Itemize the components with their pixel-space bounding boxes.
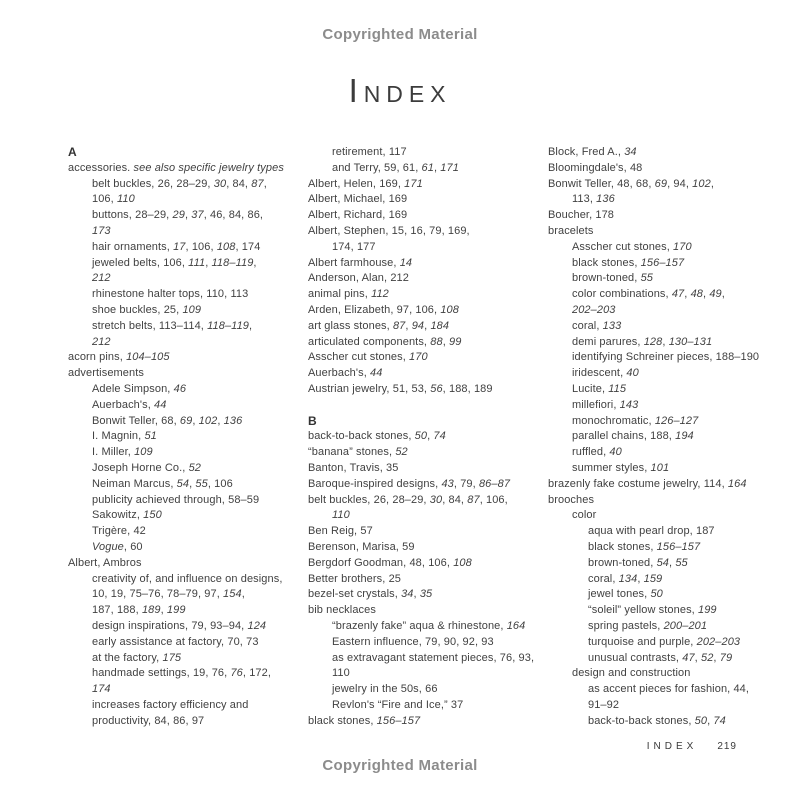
- index-line: brazenly fake costume jewelry, 114, 164: [548, 477, 747, 490]
- index-line: design inspirations, 79, 93–94, 124: [92, 619, 267, 632]
- index-line: and Terry, 59, 61, 61, 171: [332, 161, 459, 174]
- index-line: Better brothers, 25: [308, 572, 402, 585]
- index-line: acorn pins, 104–105: [68, 351, 170, 364]
- index-column-3: [548, 145, 788, 729]
- index-line: 174, 177: [332, 240, 376, 253]
- index-line: 202–203: [572, 303, 616, 316]
- index-line: millefiori, 143: [572, 398, 639, 411]
- index-column-2: [308, 145, 540, 729]
- index-line: belt buckles, 26, 28–29, 30, 84, 87, 106,: [308, 493, 508, 506]
- index-line: art glass stones, 87, 94, 184: [308, 319, 450, 332]
- index-line: “banana” stones, 52: [308, 446, 408, 459]
- index-section-header: B: [308, 413, 317, 428]
- index-line: I. Miller, 109: [92, 446, 153, 459]
- index-line: parallel chains, 188, 194: [572, 430, 694, 443]
- index-line: buttons, 28–29, 29, 37, 46, 84, 86,: [92, 209, 264, 222]
- index-line: Boucher, 178: [548, 209, 615, 222]
- index-line: monochromatic, 126–127: [572, 414, 699, 427]
- index-line: unusual contrasts, 47, 52, 79: [588, 651, 733, 664]
- index-line: creativity of, and influence on designs,: [92, 572, 283, 585]
- footer-section-label: INDEX: [646, 741, 698, 752]
- index-line: stretch belts, 113–114, 118–119,: [92, 319, 253, 332]
- index-line: back-to-back stones, 50, 74: [308, 430, 446, 443]
- index-line: Ben Reig, 57: [308, 525, 373, 538]
- copyright-notice-top: Copyrighted Material: [322, 26, 478, 43]
- index-line: Albert, Richard, 169: [308, 209, 408, 222]
- index-line: brown-toned, 54, 55: [588, 556, 688, 569]
- index-line: jewel tones, 50: [588, 588, 663, 601]
- index-line: Auerbach's, 44: [308, 367, 383, 380]
- index-line: belt buckles, 26, 28–29, 30, 84, 87,: [92, 177, 267, 190]
- index-spacer: [308, 398, 540, 414]
- running-footer: [647, 741, 737, 752]
- index-line: retirement, 117: [332, 146, 407, 158]
- index-line: rhinestone halter tops, 110, 113: [92, 288, 249, 301]
- index-line: “brazenly fake” aqua & rhinestone, 164: [332, 619, 526, 632]
- index-line: ruffled, 40: [572, 446, 622, 459]
- index-line: Albert farmhouse, 14: [308, 256, 413, 269]
- index-line: 10, 19, 75–76, 78–79, 97, 154,: [92, 588, 245, 601]
- index-line: as accent pieces for fashion, 44,: [588, 683, 750, 696]
- index-line: black stones, 156–157: [588, 540, 701, 553]
- index-line: increases factory efficiency and: [92, 698, 249, 711]
- index-line: Eastern influence, 79, 90, 92, 93: [332, 635, 494, 648]
- copyright-notice-bottom: Copyrighted Material: [322, 757, 478, 774]
- index-line: “soleil” yellow stones, 199: [588, 604, 717, 617]
- index-line: publicity achieved through, 58–59: [92, 493, 260, 506]
- index-line: Asscher cut stones, 170: [572, 240, 692, 253]
- index-line: 113, 136: [572, 193, 615, 206]
- index-line: bracelets: [548, 224, 594, 237]
- index-line: jeweled belts, 106, 111, 118–119,: [92, 256, 257, 269]
- index-line: 91–92: [588, 698, 620, 711]
- index-line: bib necklaces: [308, 604, 376, 617]
- index-line: Adele Simpson, 46: [92, 382, 187, 395]
- index-line: black stones, 156–157: [572, 256, 685, 269]
- index-line: 212: [92, 272, 111, 285]
- index-line: back-to-back stones, 50, 74: [588, 714, 726, 727]
- index-line: bezel-set crystals, 34, 35: [308, 588, 433, 601]
- index-line: 110: [332, 667, 350, 680]
- index-line: at the factory, 175: [92, 651, 182, 664]
- index-line: Banton, Travis, 35: [308, 461, 399, 474]
- index-line: Neiman Marcus, 54, 55, 106: [92, 477, 233, 490]
- page-title: Index: [348, 72, 452, 110]
- footer-page-number: 219: [717, 741, 737, 752]
- index-line: Bloomingdale's, 48: [548, 161, 643, 174]
- index-line: brooches: [548, 493, 595, 506]
- index-line: Albert, Stephen, 15, 16, 79, 169,: [308, 224, 470, 237]
- index-line: Austrian jewelry, 51, 53, 56, 188, 189: [308, 382, 493, 395]
- index-line: jewelry in the 50s, 66: [332, 683, 438, 696]
- index-line: Block, Fred A., 34: [548, 146, 637, 158]
- index-line: Joseph Horne Co., 52: [92, 461, 202, 474]
- index-line: 174: [92, 683, 111, 696]
- index-line: 106, 110: [92, 193, 135, 206]
- index-line: turquoise and purple, 202–203: [588, 635, 741, 648]
- index-line: productivity, 84, 86, 97: [92, 714, 205, 727]
- index-line: Berenson, Marisa, 59: [308, 540, 415, 553]
- index-line: color: [572, 509, 597, 522]
- index-line: iridescent, 40: [572, 367, 639, 380]
- index-line: black stones, 156–157: [308, 714, 421, 727]
- index-line: Bonwit Teller, 68, 69, 102, 136: [92, 414, 243, 427]
- index-line: shoe buckles, 25, 109: [92, 303, 202, 316]
- index-line: aqua with pearl drop, 187: [588, 525, 715, 538]
- index-line: accessories. see also specific jewelry types: [68, 161, 284, 174]
- index-line: brown-toned, 55: [572, 272, 653, 285]
- index-line: demi parures, 128, 130–131: [572, 335, 713, 348]
- index-line: Anderson, Alan, 212: [308, 272, 409, 285]
- index-line: Albert, Helen, 169, 171: [308, 177, 423, 190]
- index-line: 187, 188, 189, 199: [92, 604, 186, 617]
- index-line: I. Magnin, 51: [92, 430, 157, 443]
- index-line: hair ornaments, 17, 106, 108, 174: [92, 240, 261, 253]
- index-line: articulated components, 88, 99: [308, 335, 462, 348]
- index-line: Lucite, 115: [572, 382, 627, 395]
- index-line: 173: [92, 224, 111, 237]
- index-line: spring pastels, 200–201: [588, 619, 708, 632]
- index-line: handmade settings, 19, 76, 76, 172,: [92, 667, 272, 680]
- index-line: Revlon's “Fire and Ice,” 37: [332, 698, 464, 711]
- index-line: Albert, Michael, 169: [308, 193, 408, 206]
- index-line: Vogue, 60: [92, 540, 143, 553]
- index-line: early assistance at factory, 70, 73: [92, 635, 259, 648]
- index-section-header: A: [68, 145, 77, 159]
- index-line: Bonwit Teller, 48, 68, 69, 94, 102,: [548, 177, 714, 190]
- index-line: identifying Schreiner pieces, 188–190: [572, 351, 760, 364]
- index-line: advertisements: [68, 367, 144, 380]
- index-line: color combinations, 47, 48, 49,: [572, 288, 725, 301]
- index-line: as extravagant statement pieces, 76, 93,: [332, 651, 535, 664]
- index-line: summer styles, 101: [572, 461, 670, 474]
- index-line: Albert, Ambros: [68, 556, 142, 569]
- index-line: coral, 133: [572, 319, 622, 332]
- index-line: Baroque-inspired designs, 43, 79, 86–87: [308, 477, 511, 490]
- index-line: design and construction: [572, 667, 691, 680]
- index-line: Asscher cut stones, 170: [308, 351, 428, 364]
- index-line: coral, 134, 159: [588, 572, 663, 585]
- index-line: 110: [332, 509, 350, 522]
- index-line: Auerbach's, 44: [92, 398, 167, 411]
- index-line: Bergdorf Goodman, 48, 106, 108: [308, 556, 472, 569]
- index-line: Trigère, 42: [92, 525, 146, 538]
- index-line: animal pins, 112: [308, 288, 389, 301]
- index-line: 212: [92, 335, 111, 348]
- index-line: Arden, Elizabeth, 97, 106, 108: [308, 303, 459, 316]
- index-column-1: [68, 145, 300, 729]
- index-line: Sakowitz, 150: [92, 509, 162, 522]
